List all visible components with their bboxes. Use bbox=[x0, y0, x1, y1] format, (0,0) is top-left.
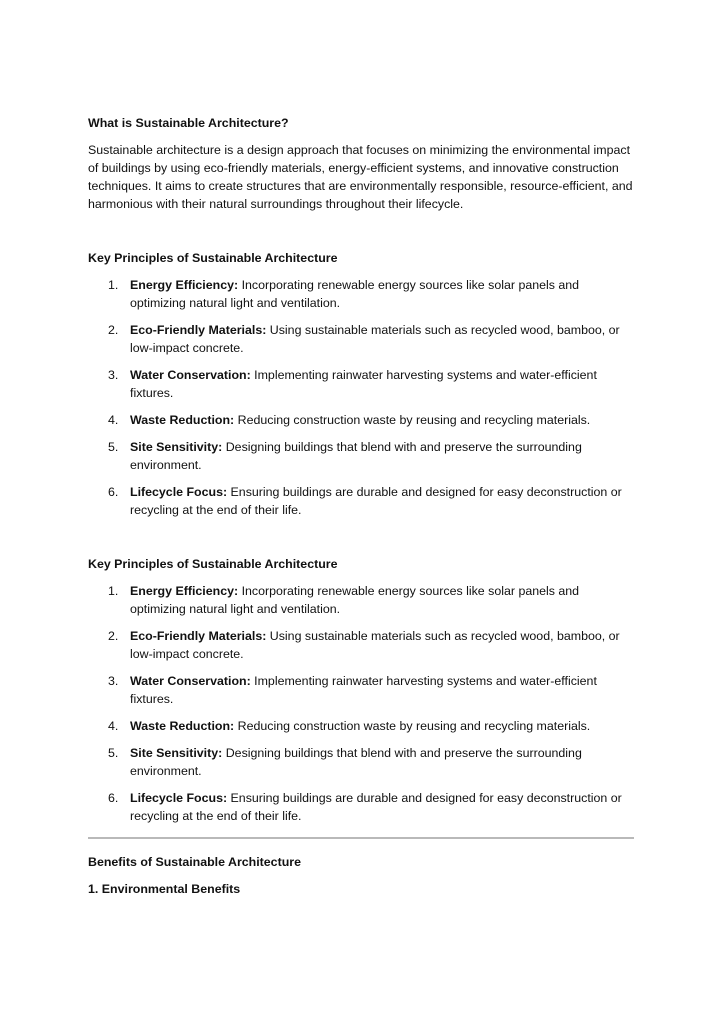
list-item-term: Lifecycle Focus: bbox=[130, 485, 228, 499]
list-item-text: Incorporating renewable energy sources like solar panels and optimizing natural light and ventilation. bbox=[130, 584, 580, 616]
principles-list bbox=[88, 582, 634, 825]
list-item-text: Designing buildings that blend with and preserve the surrounding environment. bbox=[130, 440, 582, 472]
list-item bbox=[88, 744, 634, 780]
intro-paragraph: Sustainable architecture is a design approach that focuses on minimizing the environmental impact of buildings by using eco-friendly materials, energy-efficient systems, and innovative construction techniques. It aims to create structures that are environmentally responsible, resource-efficient, and harmonious with their natural surroundings throughout their lifecycle. bbox=[88, 143, 633, 211]
list-item-number: 5. bbox=[108, 440, 119, 454]
list-item bbox=[88, 321, 634, 357]
list-item-text: Using sustainable materials such as recycled wood, bamboo, or low-impact concrete. bbox=[130, 629, 620, 661]
list-item-number: 6. bbox=[108, 791, 119, 805]
list-item-text: Implementing rainwater harvesting systems and water-efficient fixtures. bbox=[130, 368, 597, 400]
list-item bbox=[88, 366, 634, 402]
list-item bbox=[88, 672, 634, 708]
intro-heading: What is Sustainable Architecture? bbox=[88, 116, 289, 130]
principles-list bbox=[88, 276, 634, 519]
list-item-term: Eco-Friendly Materials: bbox=[130, 323, 267, 337]
list-item-term: Energy Efficiency: bbox=[130, 584, 239, 598]
list-item-number: 3. bbox=[108, 674, 119, 688]
list-item-number: 1. bbox=[108, 278, 119, 292]
list-item-number: 3. bbox=[108, 368, 119, 382]
list-item bbox=[88, 789, 634, 825]
list-item-number: 2. bbox=[108, 323, 119, 337]
list-item bbox=[88, 411, 634, 429]
list-item-number: 6. bbox=[108, 485, 119, 499]
list-item-term: Energy Efficiency: bbox=[130, 278, 239, 292]
list-item-number: 2. bbox=[108, 629, 119, 643]
benefits-subheading: 1. Environmental Benefits bbox=[88, 882, 241, 896]
list-item bbox=[88, 582, 634, 618]
list-item-number: 4. bbox=[108, 413, 119, 427]
benefits-heading: Benefits of Sustainable Architecture bbox=[88, 855, 301, 869]
list-item bbox=[88, 717, 634, 735]
list-item-term: Site Sensitivity: bbox=[130, 746, 223, 760]
list-item-text: Implementing rainwater harvesting systems and water-efficient fixtures. bbox=[130, 674, 597, 706]
list-item-term: Waste Reduction: bbox=[130, 719, 235, 733]
list-item bbox=[88, 483, 634, 519]
list-item bbox=[88, 627, 634, 663]
list-item bbox=[88, 276, 634, 312]
list-item-term: Site Sensitivity: bbox=[130, 440, 223, 454]
list-item-number: 5. bbox=[108, 746, 119, 760]
section-divider bbox=[88, 837, 634, 839]
list-item-text: Reducing construction waste by reusing and recycling materials. bbox=[234, 719, 591, 733]
section-heading-key-principles: Key Principles of Sustainable Architecture bbox=[88, 251, 338, 265]
list-item-term: Eco-Friendly Materials: bbox=[130, 629, 267, 643]
list-item-number: 4. bbox=[108, 719, 119, 733]
list-item-term: Water Conservation: bbox=[130, 368, 251, 382]
list-item-text: Ensuring buildings are durable and designed for easy deconstruction or recycling at the end of their life. bbox=[130, 485, 622, 517]
list-item-text: Incorporating renewable energy sources like solar panels and optimizing natural light and ventilation. bbox=[130, 278, 580, 310]
list-item-number: 1. bbox=[108, 584, 119, 598]
list-item-text: Using sustainable materials such as recycled wood, bamboo, or low-impact concrete. bbox=[130, 323, 620, 355]
list-item bbox=[88, 438, 634, 474]
list-item-term: Waste Reduction: bbox=[130, 413, 235, 427]
list-item-text: Ensuring buildings are durable and designed for easy deconstruction or recycling at the end of their life. bbox=[130, 791, 622, 823]
list-item-text: Reducing construction waste by reusing and recycling materials. bbox=[234, 413, 591, 427]
list-item-term: Lifecycle Focus: bbox=[130, 791, 228, 805]
document-content bbox=[88, 114, 634, 898]
list-item-text: Designing buildings that blend with and preserve the surrounding environment. bbox=[130, 746, 582, 778]
list-item-term: Water Conservation: bbox=[130, 674, 251, 688]
section-heading-key-principles-repeat: Key Principles of Sustainable Architecture bbox=[88, 557, 338, 571]
